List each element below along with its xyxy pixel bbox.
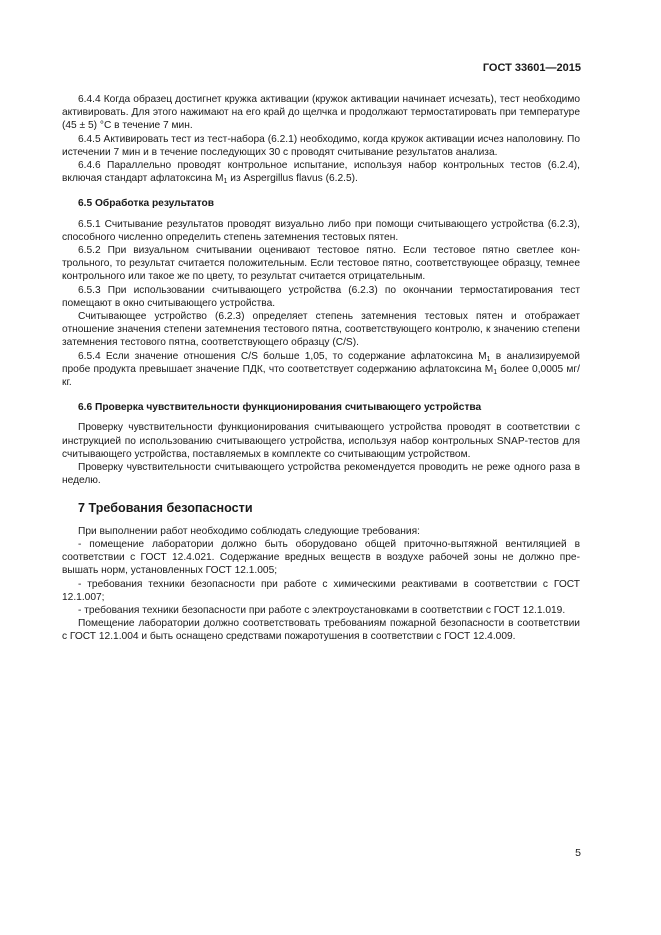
section-heading-6-6: 6.6 Проверка чувствительности функционирования считывающего устройства xyxy=(78,402,482,414)
page-number: 5 xyxy=(575,847,581,859)
paragraph-6-4-6 xyxy=(62,159,580,185)
section-heading-6-5: 6.5 Обработка результатов xyxy=(78,198,215,210)
paragraph-6-6-a: Проверку чувствительности функционирования считывающего устройства проводят в соответствии с инструкцией по использованию считывающего устройства, используя набор контрольных SNAP-тестов для считывающего устройства, поставляемых в комплекте со считывающим устройством. xyxy=(62,422,580,460)
list-item-chemicals: - требования техники безопасности при работе с химическими реактивами в соответствии с ГОСТ 12.1.007; xyxy=(62,578,580,603)
paragraph-6-5-4 xyxy=(62,350,580,390)
subscript-1: 1 xyxy=(486,355,491,363)
paragraph-6-6-b: Проверку чувствительности считывающего устройства рекомендуется проводить не реже одного раза в неделю. xyxy=(62,462,580,487)
paragraph-6-4-5: 6.4.5 Активировать тест из тест-набора (6.2.1) необходимо, когда кружок активации исчез наполовину. По истечении 7 мин и в течение последующих 30 с проводят считывание результатов анализа. xyxy=(62,133,580,158)
paragraph-6-5-2: 6.5.2 При визуальном считывании оценивают тестовое пятно. Если тестовое пятно светлее контрольного, то результат считается положительным. Если тестовое пятно, соответствующее образцу, темнее контрольного или такое же по цвету, то результат считается отрицательным. xyxy=(62,245,580,283)
paragraph-6-5-4-text-c: более 0,0005 мг/кг. xyxy=(62,363,580,389)
paragraph-6-4-4: 6.4.4 Когда образец достигнет кружка активации (кружок активации начинает исчезать), тест необходимо активировать. Для этого нажимают на его край до щелчка и продолжают термостатировать при температуре (45 ± 5) °С в течение 7 мин. xyxy=(62,94,580,132)
paragraph-7-fire-safety: Помещение лаборатории должно соответствовать требованиям пожарной безопасности в соответствии с ГОСТ 12.1.004 и быть оснащено средствами пожаротушения в соответствии с ГОСТ 12.4.009. xyxy=(62,618,580,643)
paragraph-6-5-3: 6.5.3 При использовании считывающего устройства (6.2.3) по окончании термостатирования тест помещают в окно считывающего устройства. xyxy=(62,284,580,309)
document-body xyxy=(62,93,580,644)
paragraph-6-4-6-text-b: из Aspergillus flavus (6.2.5). xyxy=(227,173,358,185)
paragraph-6-5-4-text-b: в анализируемой пробе продукта превышает значение ПДК, что соответствует содержанию афлатоксина М xyxy=(62,350,580,375)
paragraph-6-5-4-text-a: 6.5.4 Если значение отношения C/S больше 1,05, то содержание афлатоксина М xyxy=(78,350,487,362)
document-id-header: ГОСТ 33601—2015 xyxy=(482,62,581,74)
subscript-1: 1 xyxy=(223,178,228,186)
subscript-1: 1 xyxy=(493,368,498,376)
paragraph-7-intro: При выполнении работ необходимо соблюдать следующие требования: xyxy=(78,525,420,537)
paragraph-6-4-6-text-a: 6.4.6 Параллельно проводят контрольное испытание, используя набор контрольных тестов (6.2.4), включая стандарт афлатоксина М xyxy=(62,160,580,185)
list-item-electrical: - требования техники безопасности при работе с электроустановками в соответствии с ГОСТ 12.1.019. xyxy=(78,604,566,616)
section-heading-7: 7 Требования безопасности xyxy=(78,501,253,516)
paragraph-6-5-1: 6.5.1 Считывание результатов проводят визуально либо при помощи считывающего устройства (6.2.3), способного численно определить степень затемнения тестовых пятен. xyxy=(62,218,580,243)
list-item-ventilation: - помещение лаборатории должно быть оборудовано общей приточно-вытяжной вентиляцией в соответствии с ГОСТ 12.4.021. Содержание вредных веществ в воздухе рабочей зоны не должно превышать норм, установленных ГОСТ 12.1.005; xyxy=(62,538,580,577)
paragraph-6-5-3-continued: Считывающее устройство (6.2.3) определяет степень затемнения тестовых пятен и отображает отношение значения степени затемнения тестового пятна, соответствующего контролю, к значению степени затемнения тестового пятна, соответствующего образцу (C/S). xyxy=(62,311,580,349)
